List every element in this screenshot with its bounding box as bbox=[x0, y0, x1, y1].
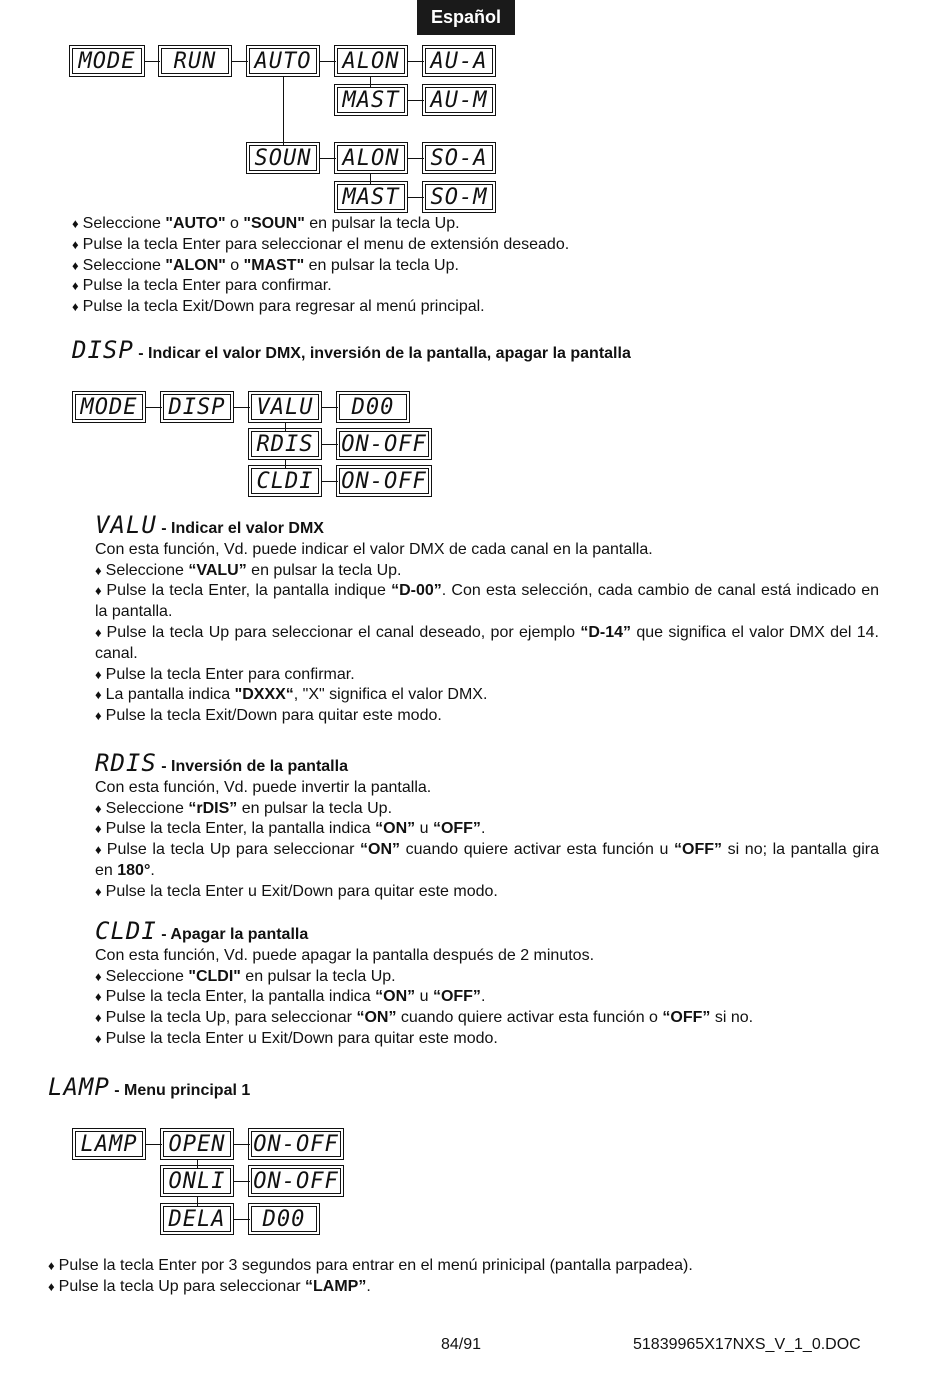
display-box-cldi: CLDI bbox=[251, 468, 319, 494]
display-box-dela: DELA bbox=[163, 1206, 231, 1232]
bullet-item: ♦ Seleccione “rDIS” en pulsar la tecla Up. bbox=[95, 799, 879, 820]
display-box-on-off: ON-OFF bbox=[251, 1131, 341, 1157]
bullet-item: ♦ Pulse la tecla Enter u Exit/Down para quitar este modo. bbox=[95, 1029, 879, 1050]
rdis-section bbox=[95, 749, 879, 903]
cldi-title: - Apagar la pantalla bbox=[156, 926, 309, 943]
bullet-item: ♦ Pulse la tecla Up para seleccionar el canal deseado, por ejemplo “D-14” que significa el valor DMX del 14. canal. bbox=[95, 623, 879, 665]
display-box-rdis: RDIS bbox=[251, 431, 319, 457]
lamp-title: - Menu principal 1 bbox=[109, 1082, 251, 1099]
display-box-onli: ONLI bbox=[163, 1168, 231, 1194]
bullet-item: ♦ Pulse la tecla Exit/Down para quitar este modo. bbox=[95, 706, 879, 727]
display-box-mast-2: MAST bbox=[337, 184, 405, 210]
cldi-section bbox=[95, 917, 879, 1050]
lamp-heading bbox=[48, 1073, 251, 1102]
display-box-disp: DISP bbox=[163, 394, 231, 420]
display-box-so-a: SO-A bbox=[425, 145, 493, 171]
cldi-heading bbox=[95, 917, 879, 946]
bullet-item: ♦ Pulse la tecla Enter para confirmar. bbox=[72, 276, 892, 297]
bullet-item: ♦ Pulse la tecla Enter, la pantalla indique “D-00”. Con esta selección, cada cambio de canal está indicado en la pantalla. bbox=[95, 581, 879, 623]
valu-intro: Con esta función, Vd. puede indicar el valor DMX de cada canal en la pantalla. bbox=[95, 540, 653, 558]
bullet-item: ♦ La pantalla indica "DXXX“, "X" significa el valor DMX. bbox=[95, 685, 879, 706]
page-number: 84/91 bbox=[441, 1336, 482, 1353]
bullet-item: ♦ Pulse la tecla Enter por 3 segundos para entrar en el menú prinicipal (pantalla parpadea). bbox=[48, 1256, 888, 1277]
display-box-lamp: LAMP bbox=[75, 1131, 143, 1157]
language-tab: Español bbox=[417, 0, 515, 35]
display-box-mode: MODE bbox=[72, 48, 142, 74]
display-box-on-off: ON-OFF bbox=[339, 431, 429, 457]
display-box-alon: ALON bbox=[337, 48, 405, 74]
bullet-item: ♦ Pulse la tecla Enter para seleccionar el menu de extensión deseado. bbox=[72, 235, 892, 256]
bullet-item: ♦ Pulse la tecla Up, para seleccionar “ON” cuando quiere activar esta función o “OFF” si no. bbox=[95, 1008, 879, 1029]
cldi-intro: Con esta función, Vd. puede apagar la pantalla después de 2 minutos. bbox=[95, 946, 595, 964]
bullet-item: ♦ Seleccione "ALON" o "MAST" en pulsar la tecla Up. bbox=[72, 256, 892, 277]
bullet-item: ♦ Pulse la tecla Enter u Exit/Down para quitar este modo. bbox=[95, 882, 879, 903]
intro-bullets bbox=[72, 214, 892, 318]
display-box-au-a: AU-A bbox=[425, 48, 493, 74]
display-box-on-off-2: ON-OFF bbox=[339, 468, 429, 494]
rdis-code: RDIS bbox=[95, 749, 157, 777]
display-box-mode: MODE bbox=[75, 394, 143, 420]
disp-heading bbox=[72, 336, 631, 365]
display-box-d000: D00 bbox=[339, 394, 407, 420]
bullet-item: ♦ Seleccione "AUTO" o "SOUN" en pulsar la tecla Up. bbox=[72, 214, 892, 235]
valu-title: - Indicar el valor DMX bbox=[156, 520, 324, 537]
bullet-item: ♦ Pulse la tecla Enter para confirmar. bbox=[95, 665, 879, 686]
disp-code: DISP bbox=[72, 336, 134, 364]
display-box-on-off-2: ON-OFF bbox=[251, 1168, 341, 1194]
bullet-item: ♦ Seleccione “VALU” en pulsar la tecla Up. bbox=[95, 561, 879, 582]
cldi-code: CLDI bbox=[95, 917, 157, 945]
final-bullets bbox=[48, 1256, 888, 1298]
lamp-code: LAMP bbox=[48, 1073, 110, 1101]
display-box-au-m: AU-M bbox=[425, 87, 493, 113]
display-box-soun: SOUN bbox=[249, 145, 317, 171]
rdis-heading bbox=[95, 749, 879, 778]
bullet-item: ♦ Seleccione "CLDI" en pulsar la tecla Up. bbox=[95, 967, 879, 988]
bullet-item: ♦ Pulse la tecla Enter, la pantalla indica “ON” u “OFF”. bbox=[95, 819, 879, 840]
rdis-intro: Con esta función, Vd. puede invertir la pantalla. bbox=[95, 778, 432, 796]
display-box-open: OPEN bbox=[163, 1131, 231, 1157]
bullet-item: ♦ Pulse la tecla Up para seleccionar “ON” cuando quiere activar esta función u “OFF” si no; la pantalla gira en 180°. bbox=[95, 840, 879, 882]
bullet-item: ♦ Pulse la tecla Up para seleccionar “LAMP”. bbox=[48, 1277, 888, 1298]
bullet-item: ♦ Pulse la tecla Exit/Down para regresar al menú principal. bbox=[72, 297, 892, 318]
display-box-d000: D00 bbox=[251, 1206, 317, 1232]
valu-section bbox=[95, 511, 880, 727]
valu-heading bbox=[95, 511, 879, 540]
valu-code: VALU bbox=[95, 511, 157, 539]
disp-title: - Indicar el valor DMX, inversión de la pantalla, apagar la pantalla bbox=[133, 345, 631, 362]
display-box-so-m: SO-M bbox=[425, 184, 493, 210]
display-box-mast: MAST bbox=[337, 87, 405, 113]
document-filename: 51839965X17NXS_V_1_0.DOC bbox=[633, 1336, 861, 1353]
display-box-auto: AUTO bbox=[249, 48, 317, 74]
display-box-alon-2: ALON bbox=[337, 145, 405, 171]
bullet-item: ♦ Pulse la tecla Enter, la pantalla indica “ON” u “OFF”. bbox=[95, 987, 879, 1008]
display-box-valu: VALU bbox=[251, 394, 319, 420]
display-box-run: RUN bbox=[161, 48, 229, 74]
rdis-title: - Inversión de la pantalla bbox=[156, 758, 348, 775]
